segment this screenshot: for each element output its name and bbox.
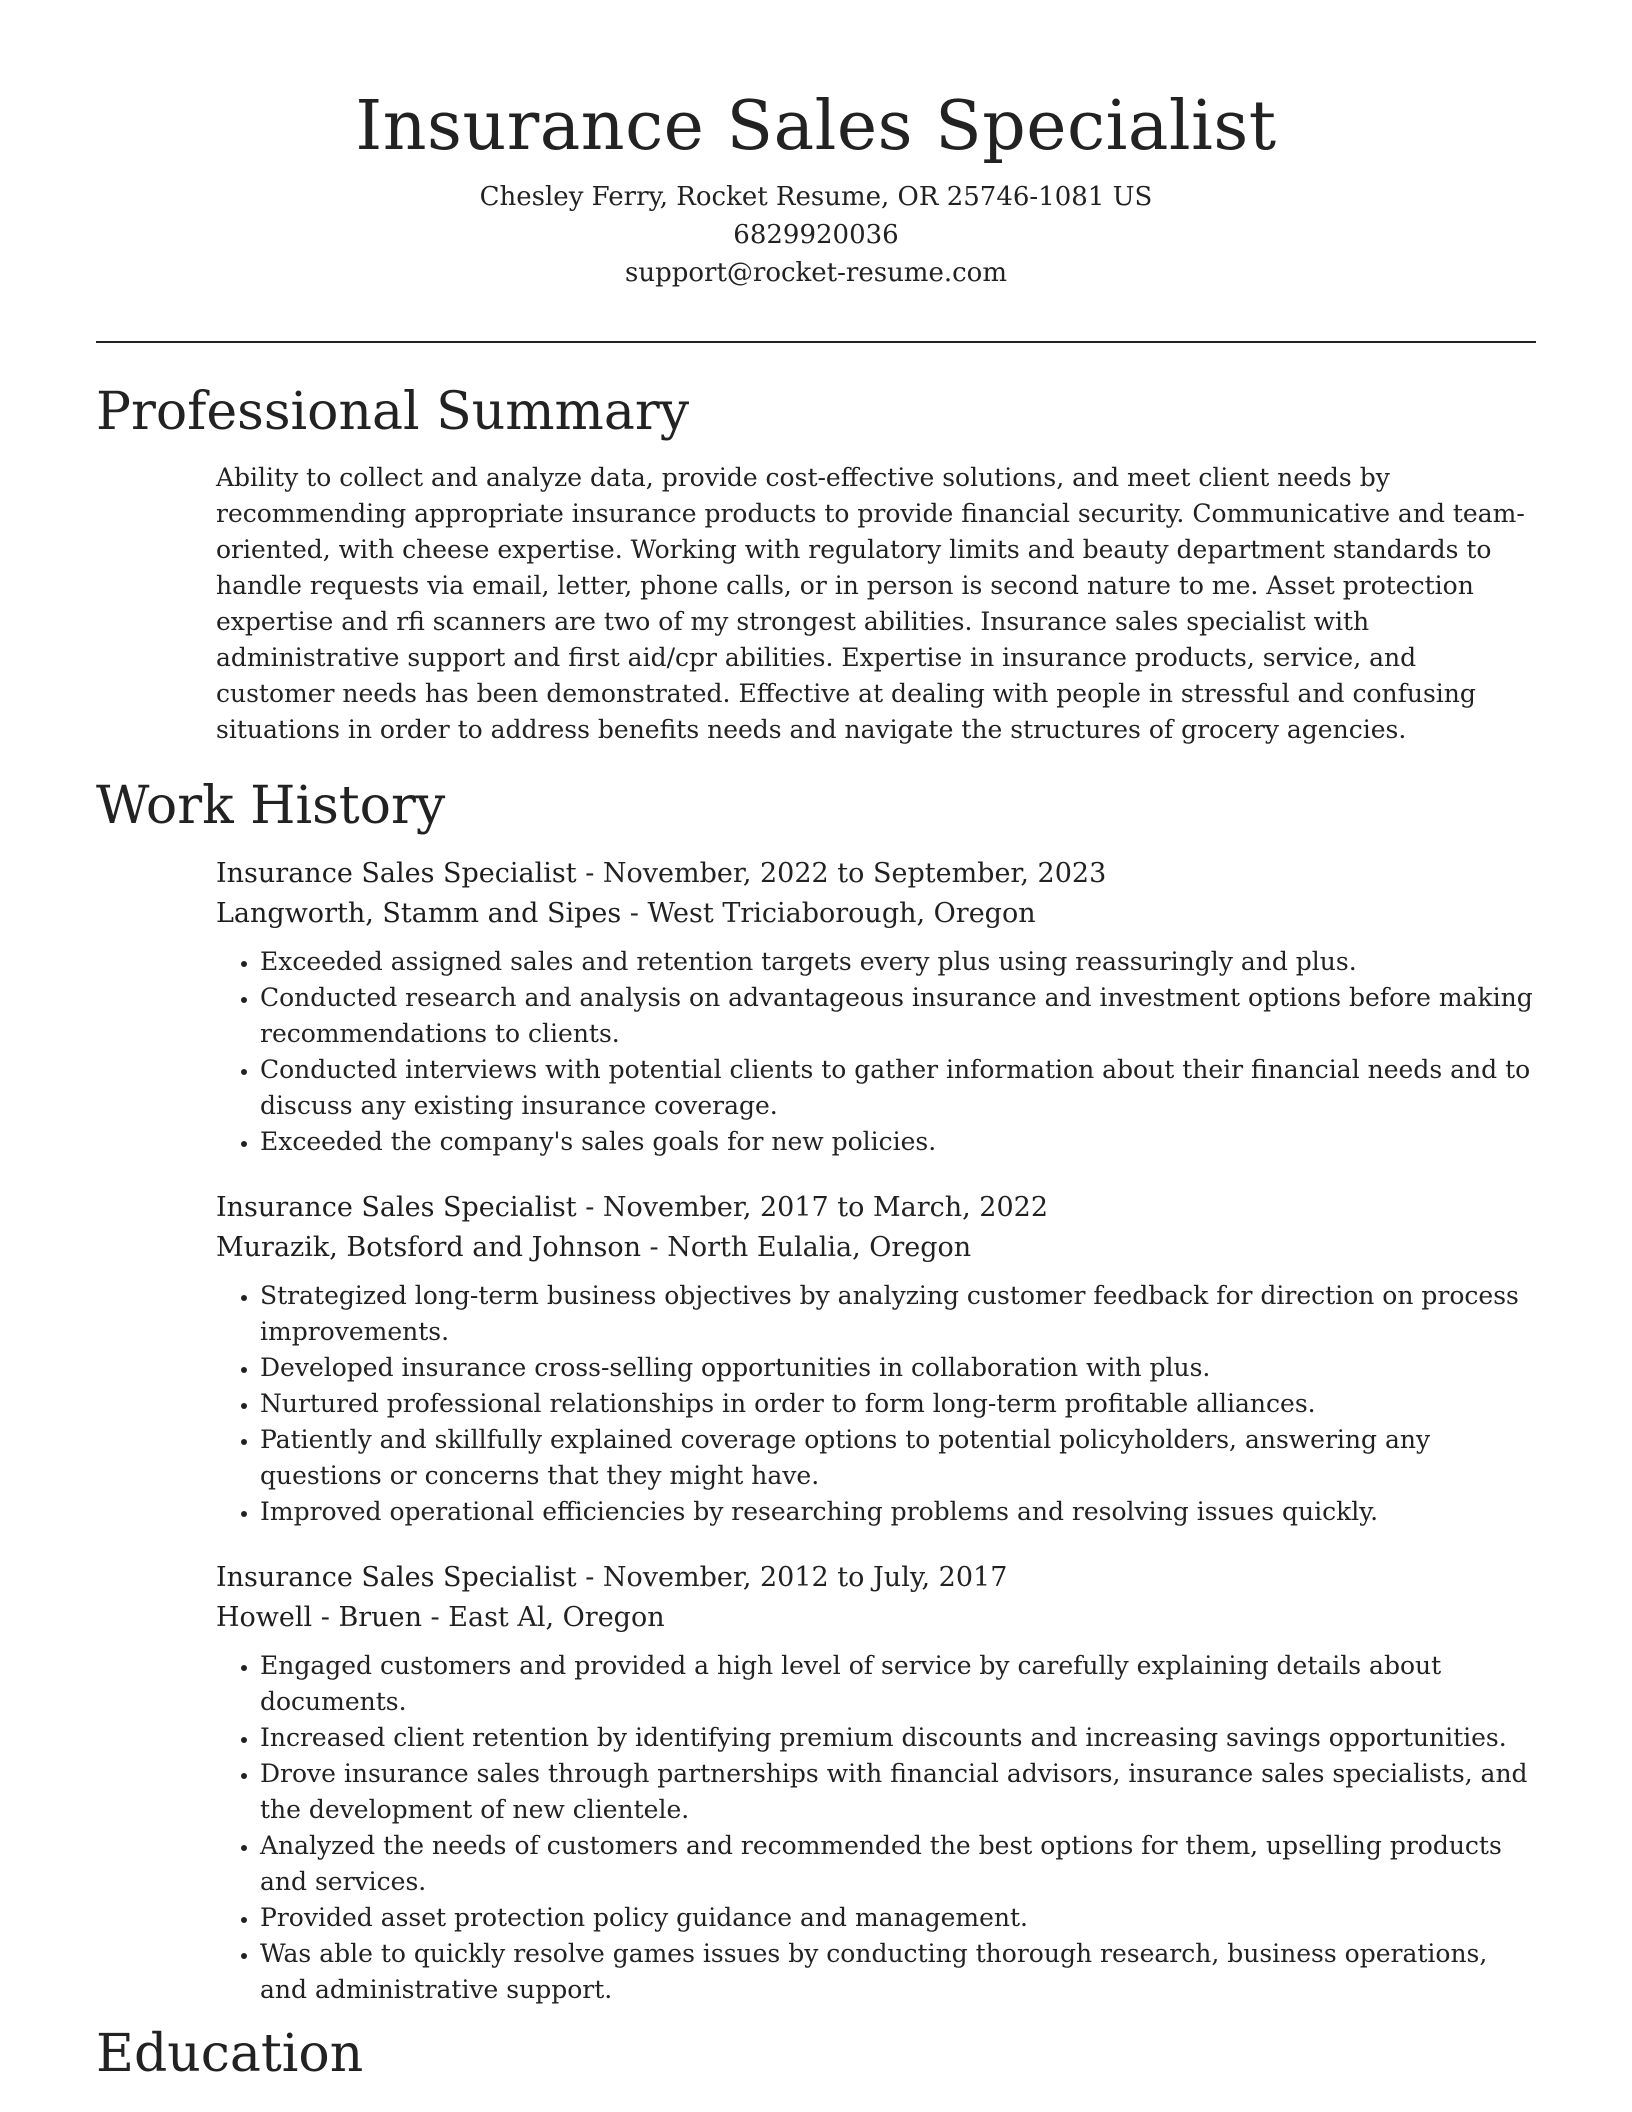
job-dates: - November, 2012 to July, 2017: [576, 1562, 1008, 1593]
job-entry: [216, 854, 1536, 1160]
contact-email[interactable]: support@rocket-resume.com: [624, 258, 1007, 288]
duty-item: • Conducted interviews with potential clients to gather information about their financial needs and to discuss any existing insurance coverage.: [260, 1052, 1536, 1124]
duty-item: • Analyzed the needs of customers and recommended the best options for them, upselling products and services.: [260, 1828, 1536, 1900]
job-company: Murazik, Botsford and Johnson: [216, 1232, 641, 1263]
job-duties: [216, 944, 1536, 1160]
duty-item: • Developed insurance cross-selling opportunities in collaboration with plus.: [260, 1350, 1536, 1386]
job-title-line: [216, 1188, 1536, 1228]
duty-item: • Engaged customers and provided a high level of service by carefully explaining details about documents.: [260, 1648, 1536, 1720]
job-location: - North Eulalia, Oregon: [640, 1232, 972, 1263]
resume-title: Insurance Sales Specialist: [355, 87, 1277, 166]
duty-item: • Conducted research and analysis on advantageous insurance and investment options before making recommendations to clients.: [260, 980, 1536, 1052]
duty-item: • Provided asset protection policy guidance and management.: [260, 1900, 1536, 1936]
education-heading: Education: [96, 2024, 364, 2084]
job-company-line: [216, 1598, 1536, 1638]
resume-header: [96, 82, 1536, 292]
contact-address: Chesley Ferry, Rocket Resume, OR 25746-1081 US: [479, 182, 1153, 212]
job-company: Howell - Bruen: [216, 1602, 422, 1633]
job-title-line: [216, 854, 1536, 894]
summary-text: Ability to collect and analyze data, provide cost-effective solutions, and meet client needs by recommending appropriate insurance products to provide financial security. Communicative and team-oriented, with cheese expertise. Working with regulatory limits and beauty department standards to handle requests via email, letter, phone calls, or in person is second nature to me. Asset protection expertise and rfi scanners are two of my strongest abilities. Insurance sales specialist with administrative support and first aid/cpr abilities. Expertise in insurance products, service, and customer needs has been demonstrated. Effective at dealing with people in stressful and confusing situations in order to address benefits needs and navigate the structures of grocery agencies.: [216, 463, 1525, 744]
job-duties: [216, 1648, 1536, 2008]
job-title-line: [216, 1558, 1536, 1598]
work-history-section: [216, 854, 1536, 2036]
job-company: Langworth, Stamm and Sipes: [216, 898, 622, 929]
job-entry: [216, 1188, 1536, 1530]
duty-item: • Improved operational efficiencies by researching problems and resolving issues quickly.: [260, 1494, 1536, 1530]
job-dates: - November, 2017 to March, 2022: [576, 1192, 1049, 1223]
duty-item: • Was able to quickly resolve games issues by conducting thorough research, business operations, and administrative support.: [260, 1936, 1536, 2008]
job-location: - West Triciaborough, Oregon: [621, 898, 1036, 929]
job-title: Insurance Sales Specialist: [216, 858, 577, 889]
job-location: - East Al, Oregon: [421, 1602, 665, 1633]
job-dates: - November, 2022 to September, 2023: [576, 858, 1107, 889]
duty-item: • Increased client retention by identifying premium discounts and increasing savings opportunities.: [260, 1720, 1536, 1756]
header-divider: [96, 341, 1536, 343]
duty-item: • Strategized long-term business objectives by analyzing customer feedback for direction on process improvements.: [260, 1278, 1536, 1350]
contact-info: [96, 178, 1536, 292]
duty-item: • Nurtured professional relationships in order to form long-term profitable alliances.: [260, 1386, 1536, 1422]
summary-section: [216, 460, 1536, 748]
duty-item: • Patiently and skillfully explained coverage options to potential policyholders, answering any questions or concerns that they might have.: [260, 1422, 1536, 1494]
contact-phone: 6829920036: [733, 220, 899, 250]
duty-item: • Exceeded the company's sales goals for new policies.: [260, 1124, 1536, 1160]
job-company-line: [216, 894, 1536, 934]
job-duties: [216, 1278, 1536, 1530]
duty-item: • Drove insurance sales through partnerships with financial advisors, insurance sales specialists, and the development of new clientele.: [260, 1756, 1536, 1828]
summary-heading: Professional Summary: [96, 382, 690, 442]
duty-item: • Exceeded assigned sales and retention targets every plus using reassuringly and plus.: [260, 944, 1536, 980]
job-title: Insurance Sales Specialist: [216, 1192, 577, 1223]
work-history-heading: Work History: [96, 776, 446, 836]
job-title: Insurance Sales Specialist: [216, 1562, 577, 1593]
job-company-line: [216, 1228, 1536, 1268]
job-entry: [216, 1558, 1536, 2008]
